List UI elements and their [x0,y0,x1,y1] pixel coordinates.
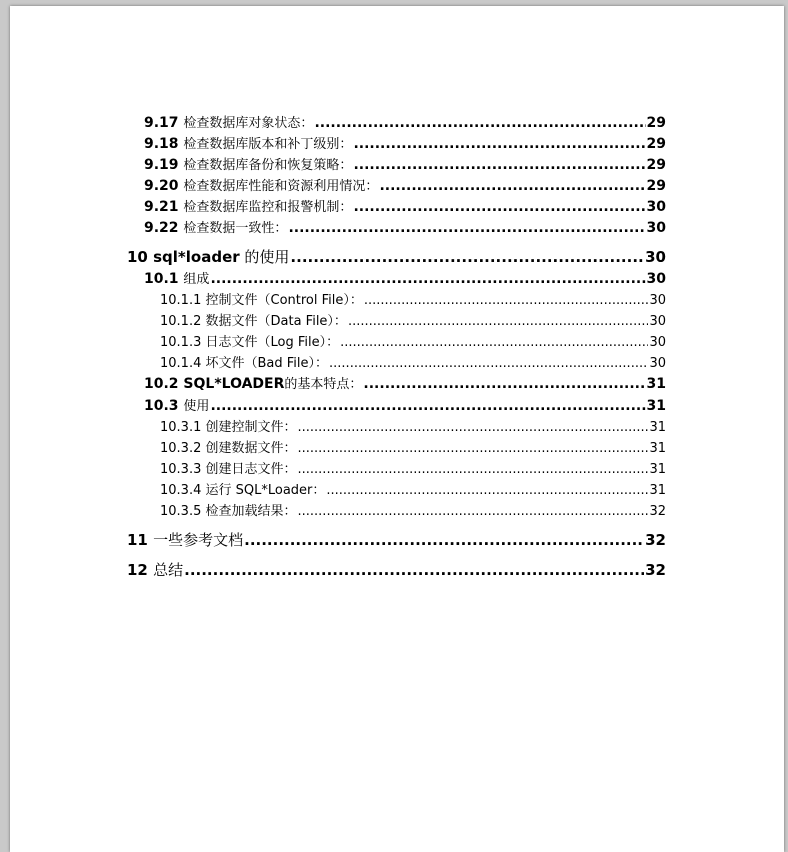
toc-page-number: 30 [649,356,666,371]
toc-entry-number: 10.1.1 [160,293,202,308]
toc-entry-number: 10.3.2 [160,441,202,456]
toc-leader-dots [244,531,644,549]
toc-leader-dots [210,398,645,414]
toc-entry-title: 总结 [153,561,184,579]
toc-page-number: 29 [646,157,666,173]
toc-entry-9-22[interactable] [144,217,666,236]
toc-entry-10-3-1[interactable] [160,416,666,435]
toc-entry-10-3-5[interactable] [160,500,666,519]
toc-entry-11[interactable] [127,529,666,550]
toc-entry-number: 10.1 [144,271,179,287]
toc-leader-dots [353,157,645,173]
toc-leader-dots [348,314,649,329]
toc-leader-dots [288,220,645,236]
toc-leader-dots [210,271,645,287]
toc-entry-9-17[interactable] [144,112,666,131]
toc-entry-number: 10.1.4 [160,356,202,371]
toc-entry-number: 9.22 [144,220,179,236]
toc-entry-title: 创建数据文件： [205,441,297,456]
toc-leader-dots [353,199,645,215]
toc-entry-title: 组成 [183,272,210,287]
toc-entry-10-1-1[interactable] [160,289,666,308]
toc-entry-title: 检查数据一致性： [183,221,288,236]
toc-entry-number: 9.17 [144,115,179,131]
toc-entry-title: 检查数据库版本和补丁级别： [183,137,353,152]
toc-entry-number: 10.3.1 [160,420,202,435]
toc-leader-dots [314,115,645,131]
toc-page-number: 31 [646,398,666,414]
toc-entry-9-18[interactable] [144,133,666,152]
toc-entry-number: 10.1.2 [160,314,202,329]
toc-entry-title [183,373,362,392]
toc-leader-dots [298,462,649,477]
toc-leader-dots [298,420,649,435]
toc-entry-number: 10.3.4 [160,483,202,498]
toc-page-number: 29 [646,136,666,152]
toc-entry-title: 坏文件（Bad File）： [205,356,329,371]
toc-entry-number: 10.2 [144,376,179,392]
toc-entry-number: 10.3.3 [160,462,202,477]
toc-entry-title: 检查数据库对象状态： [183,116,314,131]
toc-entry-10-2[interactable] [144,373,666,392]
toc-page-number: 32 [645,561,666,579]
toc-page-number: 30 [649,314,666,329]
toc-page-number: 30 [646,199,666,215]
toc-page-number: 30 [646,271,666,287]
toc-entry-title: 检查数据库监控和报警机制： [183,200,353,215]
toc-page-number: 31 [649,462,666,477]
toc-entry-title: 创建日志文件： [205,462,297,477]
toc-entry-9-21[interactable] [144,196,666,215]
toc-entry-10-1-3[interactable] [160,331,666,350]
toc-entry-10-3-3[interactable] [160,458,666,477]
toc-page-number: 31 [646,376,666,392]
toc-entry-title [153,246,289,267]
toc-entry-number: 11 [127,531,148,549]
toc-entry-number: 10.3.5 [160,504,202,519]
toc-entry-title: 使用 [183,399,210,414]
toc-entry-title-bold: sql*loader [153,248,240,266]
toc-entry-9-19[interactable] [144,154,666,173]
toc-entry-10-1[interactable] [144,268,666,287]
toc-leader-dots [184,561,644,579]
toc-entry-number: 10 [127,248,148,266]
toc-page-number: 31 [649,441,666,456]
toc-page-number: 29 [646,115,666,131]
toc-leader-dots [379,178,645,194]
toc-page-number: 31 [649,483,666,498]
toc-leader-dots [363,376,645,392]
toc-leader-dots [326,483,648,498]
toc-entry-number: 10.1.3 [160,335,202,350]
toc-entry-10-1-4[interactable] [160,352,666,371]
toc-page-number: 31 [649,420,666,435]
toc-page-number: 30 [649,335,666,350]
toc-entry-number: 9.19 [144,157,179,173]
toc-leader-dots [290,248,644,266]
toc-entry-10-3[interactable] [144,395,666,414]
toc-entry-title-rest: 的使用 [239,248,290,266]
toc-page-number: 32 [645,531,666,549]
toc-leader-dots [364,293,649,308]
toc-leader-dots [340,335,648,350]
toc-page-number: 30 [646,220,666,236]
toc-entry-number: 9.21 [144,199,179,215]
toc-entry-number: 12 [127,561,148,579]
toc-entry-title: 日志文件（Log File）： [205,335,340,350]
toc-entry-12[interactable] [127,559,666,580]
toc-entry-title: 运行 SQL*Loader： [205,483,326,498]
toc-entry-number: 9.18 [144,136,179,152]
toc-page-number: 30 [645,248,666,266]
toc-leader-dots [298,441,649,456]
toc-entry-10-3-4[interactable] [160,479,666,498]
toc-entry-title-bold: SQL*LOADER [183,376,285,392]
toc-entry-title-rest: 的基本特点： [284,377,363,392]
toc-page-number: 32 [649,504,666,519]
toc-entry-10-1-2[interactable] [160,310,666,329]
toc-entry-title: 控制文件（Control File）： [205,293,363,308]
toc-entry-title: 检查数据库性能和资源利用情况： [183,179,379,194]
toc-entry-9-20[interactable] [144,175,666,194]
document-page [10,6,784,852]
toc-entry-10-3-2[interactable] [160,437,666,456]
toc-entry-title: 检查数据库备份和恢复策略： [183,158,353,173]
toc-entry-10[interactable] [127,246,666,267]
toc-entry-number: 9.20 [144,178,179,194]
toc-entry-title: 一些参考文档 [153,531,244,549]
toc-leader-dots [353,136,645,152]
toc-entry-title: 数据文件（Data File）： [205,314,347,329]
toc-entry-number: 10.3 [144,398,179,414]
toc-page-number: 29 [646,178,666,194]
toc-leader-dots [329,356,648,371]
toc-entry-title: 检查加载结果： [205,504,297,519]
toc-leader-dots [298,504,649,519]
toc-entry-title: 创建控制文件： [205,420,297,435]
toc-page-number: 30 [649,293,666,308]
